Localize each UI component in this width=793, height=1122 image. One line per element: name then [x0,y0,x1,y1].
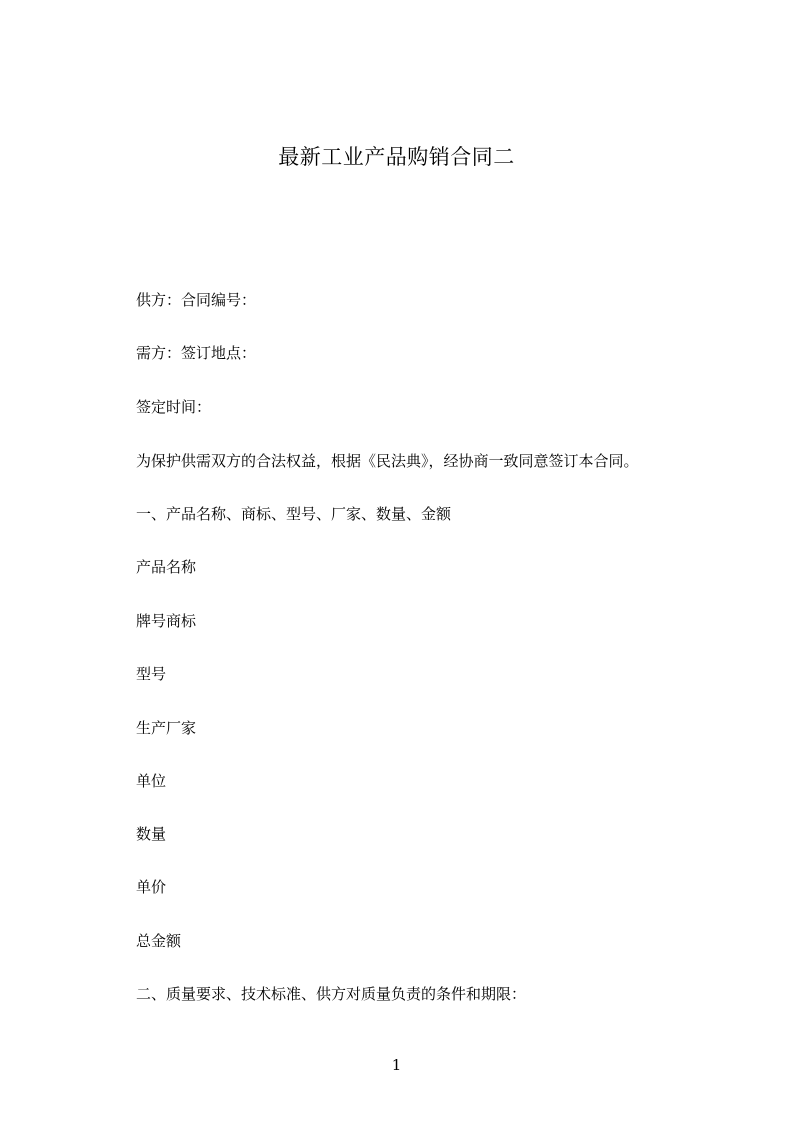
field-product-name: 产品名称 [136,558,197,576]
field-unit-price: 单价 [136,878,167,896]
field-model: 型号 [136,665,167,683]
field-manufacturer: 生产厂家 [136,719,197,737]
section-1-heading: 一、产品名称、商标、型号、厂家、数量、金额 [136,505,452,523]
field-quantity: 数量 [136,825,167,843]
signing-time-line: 签定时间： [136,398,212,416]
section-2-heading: 二、质量要求、技术标准、供方对质量负责的条件和期限： [136,985,527,1003]
preamble-paragraph: 为保护供需双方的合法权益，根据《民法典》，经协商一致同意签订本合同。 [136,452,639,470]
field-total-amount: 总金额 [136,932,182,950]
document-title: 最新工业产品购销合同二 [278,145,515,169]
buyer-signing-place-line: 需方：签订地点： [136,344,257,362]
supplier-contract-number-line: 供方：合同编号： [136,291,257,309]
field-brand-trademark: 牌号商标 [136,612,197,630]
page-number: 1 [391,1056,402,1074]
field-unit: 单位 [136,772,167,790]
